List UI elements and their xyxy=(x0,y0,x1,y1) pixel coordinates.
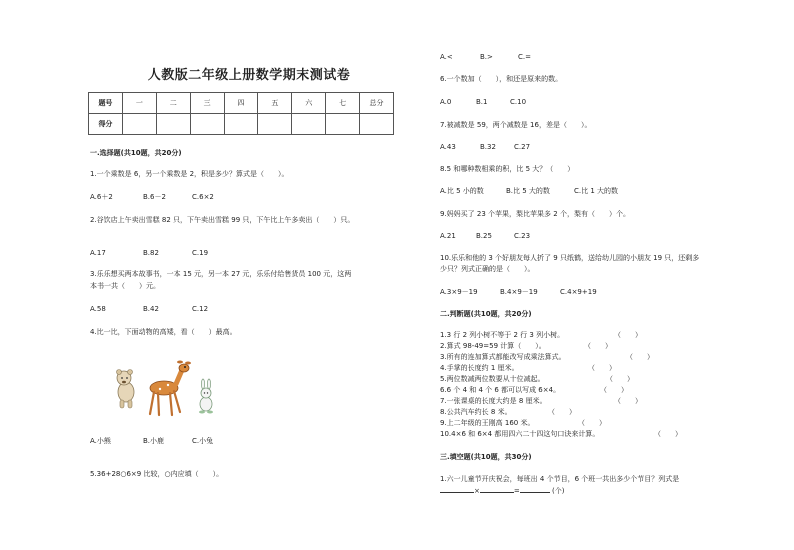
score-header-cell: 四 xyxy=(224,93,258,114)
score-header-cell: 题号 xyxy=(89,93,123,114)
deer-icon xyxy=(150,361,191,416)
question-7-option-c: C.27 xyxy=(514,143,531,151)
judge-item: 6.6 个 4 和 4 个 6 都可以写成 6×4。 xyxy=(440,386,561,394)
judge-answer-blank[interactable]: （ ） xyxy=(548,408,576,416)
judge-item: 2.算式 98-49=59 计算（ ）。 xyxy=(440,342,546,350)
score-cell xyxy=(190,114,224,135)
judge-answer-blank[interactable]: （ ） xyxy=(588,364,616,372)
score-cell xyxy=(224,114,258,135)
question-10-line-2: 少只？列式正确的是（ ）。 xyxy=(440,265,535,273)
score-cell xyxy=(122,114,156,135)
judge-answer-blank[interactable]: （ ） xyxy=(578,419,606,427)
judge-item: 3.所有的连加算式都能改写成乘法算式。 xyxy=(440,353,566,361)
bear-icon xyxy=(117,370,135,409)
fill-question-1-equation xyxy=(440,486,564,496)
animals-illustration xyxy=(102,358,226,422)
question-1-option-c: C.6×2 xyxy=(192,193,214,201)
question-8-option-b: B.比 5 大的数 xyxy=(506,187,550,195)
score-header-cell: 一 xyxy=(122,93,156,114)
judge-item: 4.手掌的长度约 1 厘米。 xyxy=(440,364,519,372)
question-4: 4.比一比，下面动物的高矮，看（ ）最高。 xyxy=(90,328,237,336)
score-cell xyxy=(326,114,360,135)
fill-question-1: 1.六一儿童节开庆祝会，每班出 4 个节目，6 个班一共出多少个节目？列式是 xyxy=(440,475,680,483)
judge-answer-blank[interactable]: （ ） xyxy=(614,397,642,405)
score-header-cell: 总分 xyxy=(360,93,394,114)
times-sign: × xyxy=(474,487,480,495)
score-cell xyxy=(360,114,394,135)
question-9: 9.妈妈买了 23 个苹果，梨比苹果多 2 个，梨有（ ）个。 xyxy=(440,210,630,218)
question-2: 2.谷饮店上午卖出雪糕 82 只，下午卖出雪糕 99 只，下午比上午多卖出（ ）只。 xyxy=(90,216,355,224)
score-row-label: 得分 xyxy=(89,114,123,135)
judge-item: 1.3 行 2 列小树不等于 2 行 3 列小树。 xyxy=(440,331,565,339)
question-5-option-c: C.= xyxy=(518,53,531,61)
question-3-option-c: C.12 xyxy=(192,305,209,313)
question-6-option-c: C.10 xyxy=(510,98,527,106)
rabbit-icon xyxy=(199,379,213,414)
fill-blank[interactable] xyxy=(440,486,474,493)
question-7: 7.被减数是 59，两个减数是 16，差是（ ）。 xyxy=(440,121,592,129)
question-4-option-c: C.小兔 xyxy=(192,437,214,445)
score-table xyxy=(88,92,394,135)
judge-answer-blank[interactable]: （ ） xyxy=(584,342,612,350)
judge-answer-blank[interactable]: （ ） xyxy=(600,386,628,394)
fill-blank[interactable] xyxy=(480,486,514,493)
unit-label: (个) xyxy=(551,487,565,495)
section-heading-choice: 一.选择题(共10题，共20分) xyxy=(90,149,182,157)
question-7-option-a: A.43 xyxy=(440,143,456,151)
score-header-cell: 五 xyxy=(258,93,292,114)
question-10-option-b: B.4×9－19 xyxy=(500,288,538,296)
question-3-option-a: A.58 xyxy=(90,305,106,313)
question-2-option-b: B.82 xyxy=(143,249,159,257)
question-8-option-c: C.比 1 大的数 xyxy=(574,187,619,195)
question-9-option-b: B.25 xyxy=(476,232,492,240)
question-3-line-2: 本书一共（ ）元。 xyxy=(90,282,160,290)
judge-item: 10.4×6 和 6×4 都用四六二十四这句口诀来计算。 xyxy=(440,430,600,438)
score-header-cell: 三 xyxy=(190,93,224,114)
fill-blank[interactable] xyxy=(520,486,550,493)
question-1-option-a: A.6＋2 xyxy=(90,193,113,201)
question-6-option-a: A.0 xyxy=(440,98,452,106)
question-4-option-a: A.小熊 xyxy=(90,437,111,445)
question-6-option-b: B.1 xyxy=(476,98,488,106)
judge-item: 7.一张课桌的长度大约是 8 厘米。 xyxy=(440,397,547,405)
judge-answer-blank[interactable]: （ ） xyxy=(654,430,682,438)
question-1: 1.一个乘数是 6，另一个乘数是 2，积是多少？算式是（ ）。 xyxy=(90,170,289,178)
question-5-option-b: B.> xyxy=(480,53,493,61)
question-8-option-a: A.比 5 小的数 xyxy=(440,187,484,195)
score-header-cell: 六 xyxy=(292,93,326,114)
judge-item: 9.上二年级的王刚高 160 米。 xyxy=(440,419,535,427)
score-row xyxy=(89,114,394,135)
score-header-cell: 二 xyxy=(156,93,190,114)
score-header-row xyxy=(89,93,394,114)
judge-answer-blank[interactable]: （ ） xyxy=(626,353,654,361)
question-3-line-1: 3.乐乐想买两本故事书，一本 15 元，另一本 27 元，乐乐付给售货员 100 元，这两 xyxy=(90,270,352,278)
question-3-option-b: B.42 xyxy=(143,305,159,313)
score-cell xyxy=(156,114,190,135)
question-10-option-a: A.3×9－19 xyxy=(440,288,478,296)
question-1-option-b: B.6－2 xyxy=(143,193,166,201)
page-title: 人教版二年级上册数学期末测试卷 xyxy=(147,68,351,83)
question-8: 8.5 和哪种数相乘的积，比 5 大？（ ） xyxy=(440,165,575,173)
question-7-option-b: B.32 xyxy=(480,143,496,151)
judge-item: 8.公共汽车约长 8 米。 xyxy=(440,408,512,416)
question-10-line-1: 10.乐乐和他的 3 个好朋友每人折了 9 只纸鹤，送给幼儿园的小朋友 19 只，还剩多 xyxy=(440,254,700,262)
question-2-option-a: A.17 xyxy=(90,249,106,257)
judge-item: 5.两位数减两位数要从十位减起。 xyxy=(440,375,545,383)
section-heading-judge: 二.判断题(共10题，共20分) xyxy=(440,310,532,318)
section-heading-fill: 三.填空题(共10题，共30分) xyxy=(440,453,532,461)
question-5-option-a: A.< xyxy=(440,53,453,61)
question-6: 6.一个数加（ ），和还是原来的数。 xyxy=(440,75,563,83)
question-4-option-b: B.小鹿 xyxy=(143,437,165,445)
question-10-option-c: C.4×9+19 xyxy=(560,288,597,296)
judge-answer-blank[interactable]: （ ） xyxy=(606,375,634,383)
score-header-cell: 七 xyxy=(326,93,360,114)
question-2-option-c: C.19 xyxy=(192,249,209,257)
question-9-option-a: A.21 xyxy=(440,232,456,240)
question-9-option-c: C.23 xyxy=(514,232,531,240)
score-cell xyxy=(292,114,326,135)
judge-answer-blank[interactable]: （ ） xyxy=(614,331,642,339)
equals-sign: = xyxy=(513,487,520,495)
question-5: 5.36+28○6×9 比较，○内应填（ ）。 xyxy=(90,470,224,478)
score-cell xyxy=(258,114,292,135)
